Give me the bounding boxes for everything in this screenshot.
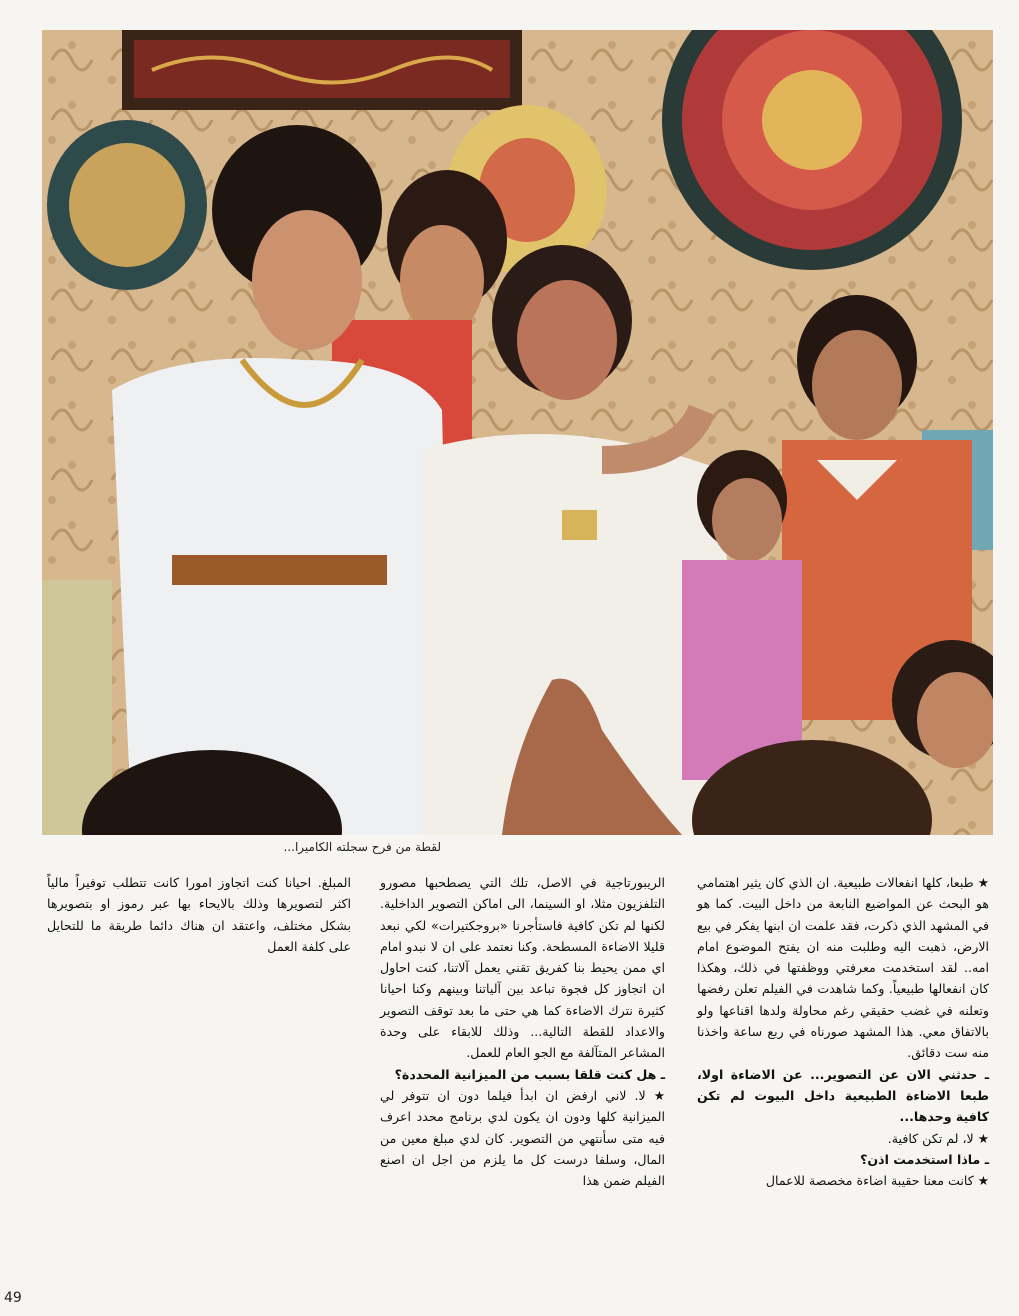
- photo-caption: لقطة من فرح سجلته الكاميرا...: [283, 840, 441, 854]
- answer-paragraph: ★ طبعا، كلها انفعالات طبيعية. ان الذي كان يثير اهتمامي هو البحث عن المواضيع النابعة من داخل البيت. كما هو في المشهد الذي ذكرت، فقد علمت ان ابنها يفكر في بيع الارض، ذهبت اليه وطلبت منه ان يفتح الموضوع امام امه.. لقد استخدمت معرفتي ووظفتها في ذلك، وهكذا كان انفعالها طبيعياً. وكما شاهدت في الفيلم تعلن رفضها وتعلنه في غضب حقيقي رغم محاولة ولدها اقناعها ولو بالاتفاق معي. هذا المشهد صورناه في ربع ساعة واخذنا منه ست دقائق.: [697, 875, 989, 1061]
- question-paragraph: ـ هل كنت قلقا بسبب من الميزانية المحددة؟: [394, 1066, 665, 1082]
- wedding-photo: [42, 30, 993, 835]
- text-column-middle: [380, 872, 665, 1191]
- answer-paragraph: ★ كانت معنا حقيبة اضاءة مخصصة للاعمال: [765, 1173, 989, 1189]
- answer-paragraph: المبلغ. احيانا كنت اتجاوز امورا كانت تتطلب توفيراً مالياً اكثر لتصويرها وذلك بالايحاء بها عبر رموز او بتصويرها بشكل مختلف، واعتقد ان هناك دائما طريقة ما للتحايل على كلفة العمل: [47, 875, 351, 954]
- text-column-left: [47, 872, 351, 957]
- answer-paragraph: الريبورتاجية في الاصل، تلك التي يصطحبها مصورو التلفزيون مثلا، او السينما، الى اماكن التصوير الداخلية. لكنها لم تكن كافية فاستأجرنا «بروجكتيرات» لكي نبعد قليلا الاضاءة المسطحة. وكنا نعتمد على ان لا نبدو امام اي ممن يحيط بنا كفريق تقني يعمل آلاتنا، كنت احاول ان اتجاوز كل فجوة تباعد بين آلياتنا وبينهم وكنا احيانا كثيرة نترك الاضاءة كما هي حتى ما بعد توقف التصوير والاعداد للقطة التالية... وذلك للابقاء على وحدة المشاعر المتآلفة مع الجو العام للعمل.: [380, 875, 665, 1061]
- question-paragraph: ـ حدثني الان عن التصوير... عن الاضاءة اولا، طبعا الاضاءة الطبيعية داخل البيوت لم تكن كافية وحدها...: [697, 1066, 989, 1125]
- answer-paragraph: ★ لا. لاني ارفض ان ابدأ فيلما دون ان تتوفر لي الميزانية كلها ودون ان يكون لدي برنامج محدد اعرف فيه متى سأنتهي من التصوير. كان لدي مبلغ معين من المال، وسلفا درست كل ما يلزم من اجل ان اصنع الفيلم ضمن هذا: [380, 1087, 665, 1189]
- answer-paragraph: ★ لا، لم تكن كافية.: [887, 1130, 989, 1146]
- text-column-right: [697, 872, 989, 1191]
- question-paragraph: ـ ماذا استخدمت اذن؟: [860, 1151, 989, 1167]
- page-number: 49: [4, 1290, 22, 1306]
